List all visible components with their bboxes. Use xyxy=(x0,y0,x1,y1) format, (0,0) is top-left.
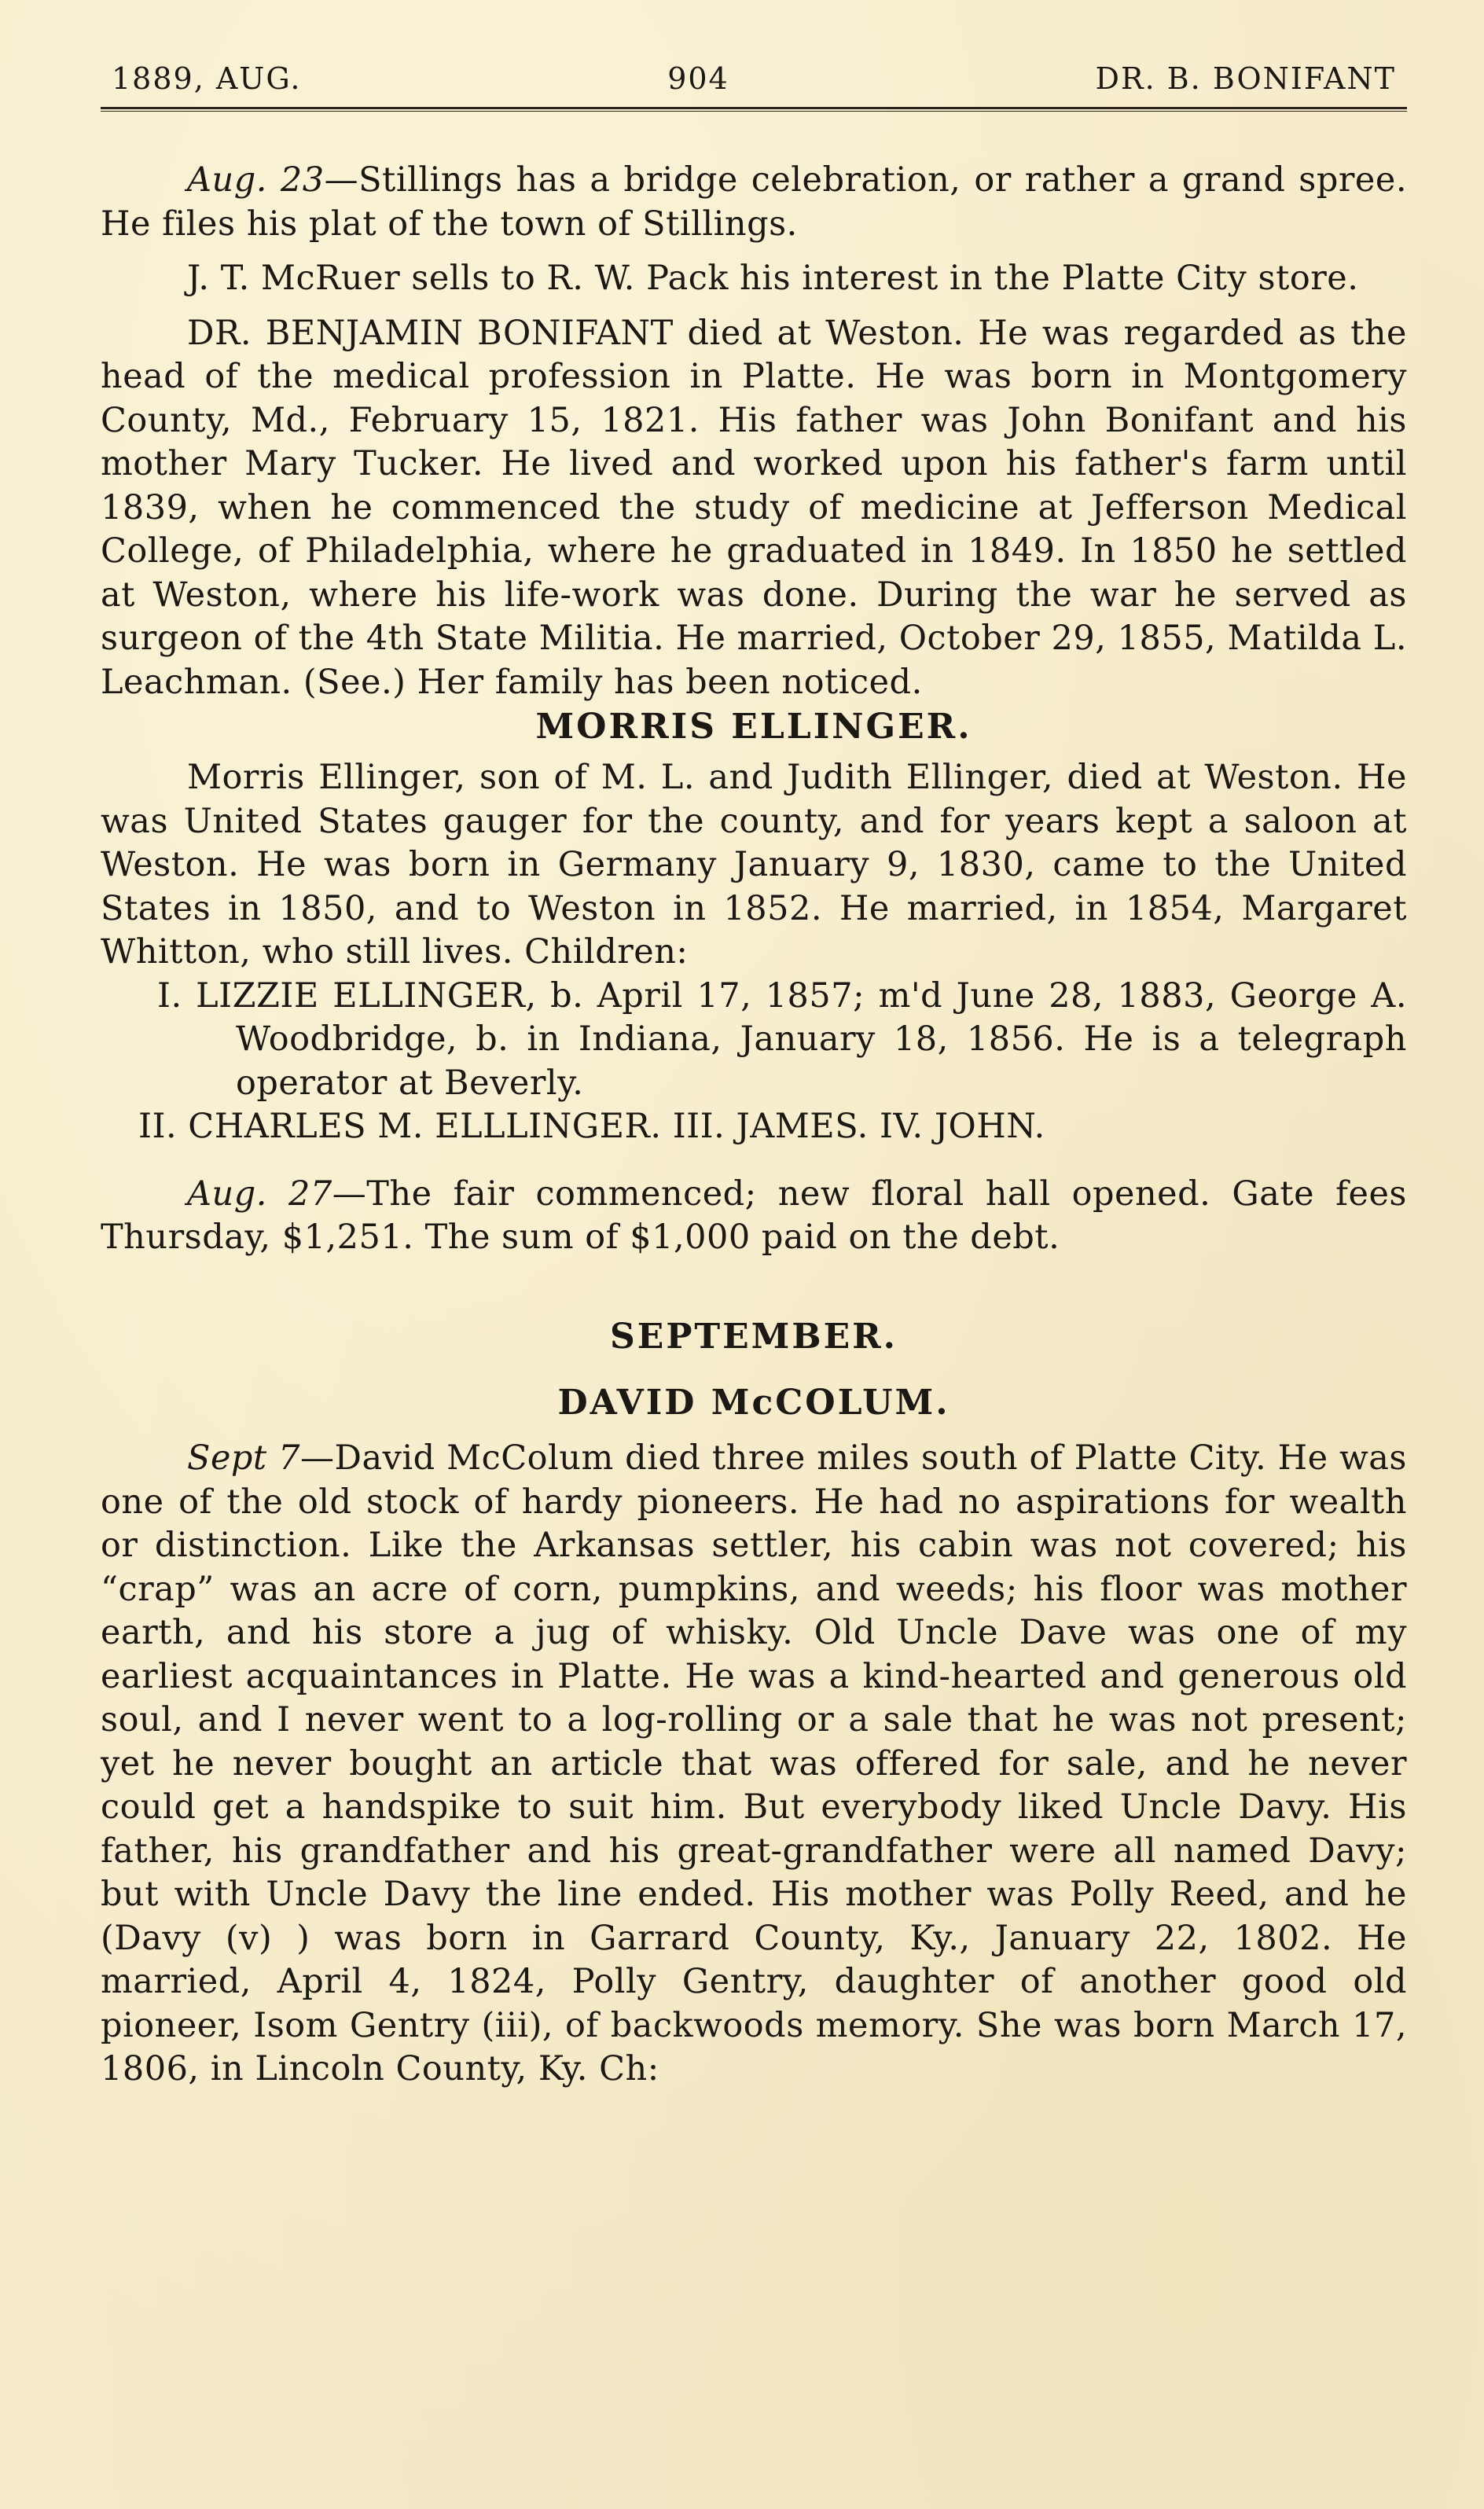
section-heading-ellinger: MORRIS ELLINGER. xyxy=(535,707,972,747)
header-date: 1889, AUG. xyxy=(112,61,302,96)
entry-aug-27 xyxy=(101,1173,1407,1260)
book-page xyxy=(101,55,1407,2092)
page-number: 904 xyxy=(667,61,729,96)
entry-aug-23 xyxy=(101,159,1407,246)
page-body xyxy=(101,159,1407,2092)
entry-sept-7 xyxy=(101,1437,1407,2092)
entry-ellinger: Morris Ellinger, son of M. L. and Judith Ellinger, died at Weston. He was United States gauger for the county, and for years kept a saloon at Weston. He was born in Germany January 9, 1830, came to the United States in 1850, and to Weston in 1852. He married, in 1854, Margaret Whitton, who still lives. Children: xyxy=(101,758,1407,972)
header-rule xyxy=(101,107,1407,112)
entry-text: —Stillings has a bridge celebration, or rather a grand spree. He files his plat of the town of Stillings. xyxy=(101,160,1407,244)
entry-date: Aug. 23 xyxy=(187,160,325,200)
running-head xyxy=(101,55,1407,96)
header-subject: DR. B. BONIFANT xyxy=(1095,61,1396,96)
entry-text: —The fair commenced; new floral hall opened. Gate fees Thursday, $1,251. The sum of $1,000 paid on the debt. xyxy=(101,1174,1407,1257)
child-list-item: II. CHARLES M. ELLLINGER. III. JAMES. IV. JOHN. xyxy=(138,1107,1045,1146)
entry-date: Aug. 27 xyxy=(187,1174,332,1214)
child-list-item: I. LIZZIE ELLINGER, b. April 17, 1857; m'd June 28, 1883, George A. Woodbridge, b. in Indiana, January 18, 1856. He is a telegraph operator at Beverly. xyxy=(157,975,1407,1103)
entry-bonifant: DR. BENJAMIN BONIFANT died at Weston. He was regarded as the head of the medical profession in Platte. He was born in Montgomery County, Md., February 15, 1821. His father was John Bonifant and his mother Mary Tucker. He lived and worked upon his father's farm until 1839, when he commenced the study of medicine at Jefferson Medical College, of Philadelphia, where he graduated in 1849. In 1850 he settled at Weston, where his life-work was done. During the war he served as surgeon of the 4th State Militia. He married, October 29, 1855, Matilda L. Leachman. (See.) Her family has been noticed. xyxy=(101,313,1407,702)
entry-date: Sept 7 xyxy=(187,1438,300,1478)
entry-mcruer: J. T. McRuer sells to R. W. Pack his interest in the Platte City store. xyxy=(187,259,1359,298)
month-heading: SEPTEMBER. xyxy=(610,1316,898,1357)
section-heading-mccolum: DAVID McCOLUM. xyxy=(557,1383,950,1423)
entry-text: —David McColum died three miles south of Platte City. He was one of the old stock of hardy pioneers. He had no aspirations for wealth or distinction. Like the Arkansas settler, his cabin was not covered; his “crap” was an acre of corn, pumpkins, and weeds; his floor was mother earth, and his store a jug of whisky. Old Uncle Dave was one of my earliest acquaintances in Platte. He was a kind-hearted and generous old soul, and I never went to a log-rolling or a sale that he was not present; yet he never bought an article that was offered for sale, and he never could get a handspike to suit him. But everybody liked Uncle Davy. His father, his grandfather and his great-grandfather were all named Davy; but with Uncle Davy the line ended. His mother was Polly Reed, and he (Davy (v) ) was born in Garrard County, Ky., January 22, 1802. He married, April 4, 1824, Polly Gentry, daughter of another good old pioneer, Isom Gentry (iii), of backwoods memory. She was born March 17, 1806, in Lincoln County, Ky. Ch: xyxy=(101,1438,1407,2088)
